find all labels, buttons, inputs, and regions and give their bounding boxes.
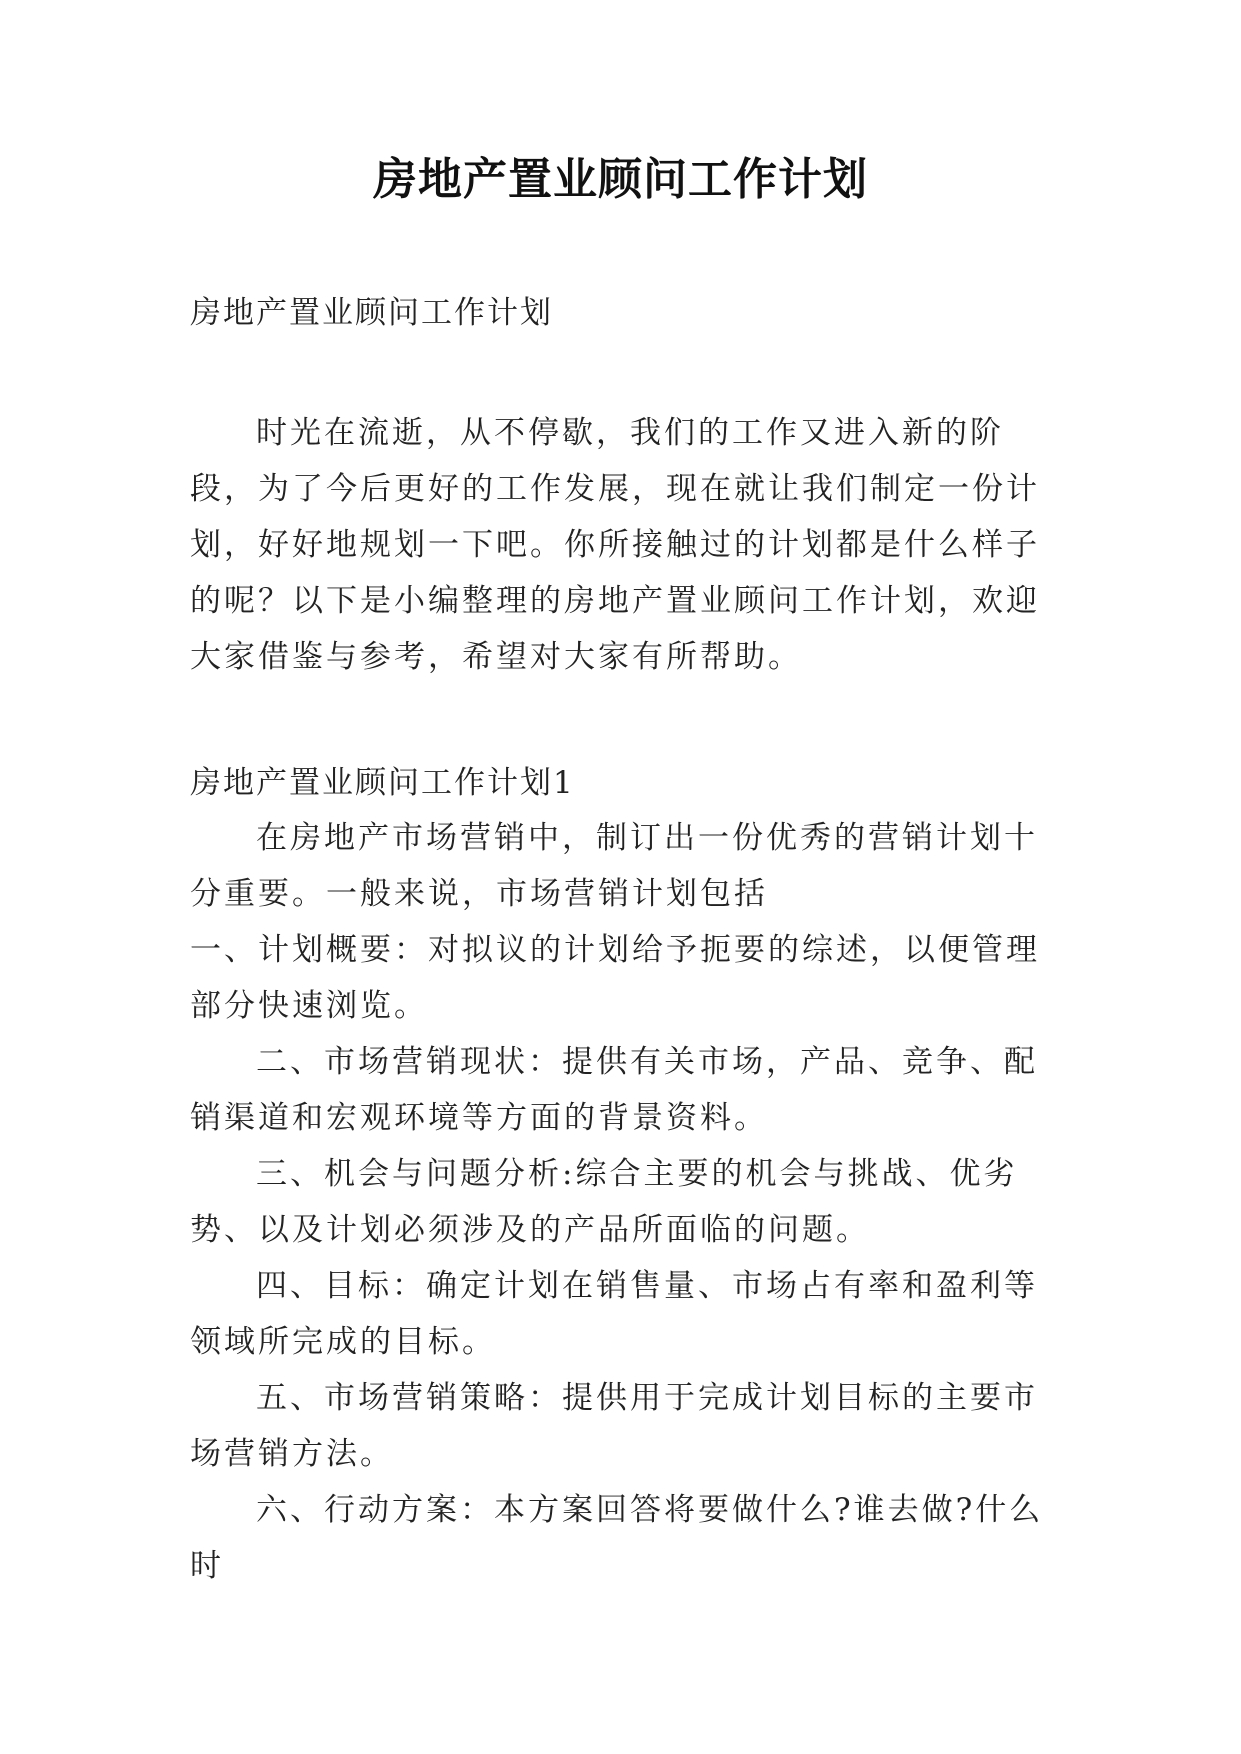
plan-item-summary: 一、计划概要：对拟议的计划给予扼要的综述，以便管理部分快速浏览。	[190, 932, 1040, 1024]
section-paragraph: 在房地产市场营销中，制订出一份优秀的营销计划十分重要。一般来说，市场营销计划包括	[190, 820, 1038, 912]
plan-item-goals: 四、目标：确定计划在销售量、市场占有率和盈利等领域所完成的目标。	[190, 1268, 1038, 1360]
intro-paragraph: 时光在流逝，从不停歇，我们的工作又进入新的阶段，为了今后更好的工作发展，现在就让我们制定一份计划，好好地规划一下吧。你所接触过的计划都是什么样子的呢？以下是小编整理的房地产置业顾问工作计划，欢迎大家借鉴与参考，希望对大家有所帮助。	[190, 415, 1040, 675]
plan-item-opportunity-analysis: 三、机会与问题分析:综合主要的机会与挑战、优劣势、以及计划必须涉及的产品所面临的问题。	[190, 1156, 1018, 1248]
document-subtitle: 房地产置业顾问工作计划	[190, 295, 553, 331]
plan-item-action-plan: 六、行动方案：本方案回答将要做什么?谁去做?什么时	[190, 1492, 1044, 1584]
document-title: 房地产置业顾问工作计划	[373, 154, 868, 205]
plan-item-market-status: 二、市场营销现状：提供有关市场，产品、竞争、配销渠道和宏观环境等方面的背景资料。	[190, 1044, 1038, 1136]
section-heading: 房地产置业顾问工作计划1	[190, 765, 575, 801]
plan-item-strategy: 五、市场营销策略：提供用于完成计划目标的主要市场营销方法。	[190, 1380, 1038, 1472]
